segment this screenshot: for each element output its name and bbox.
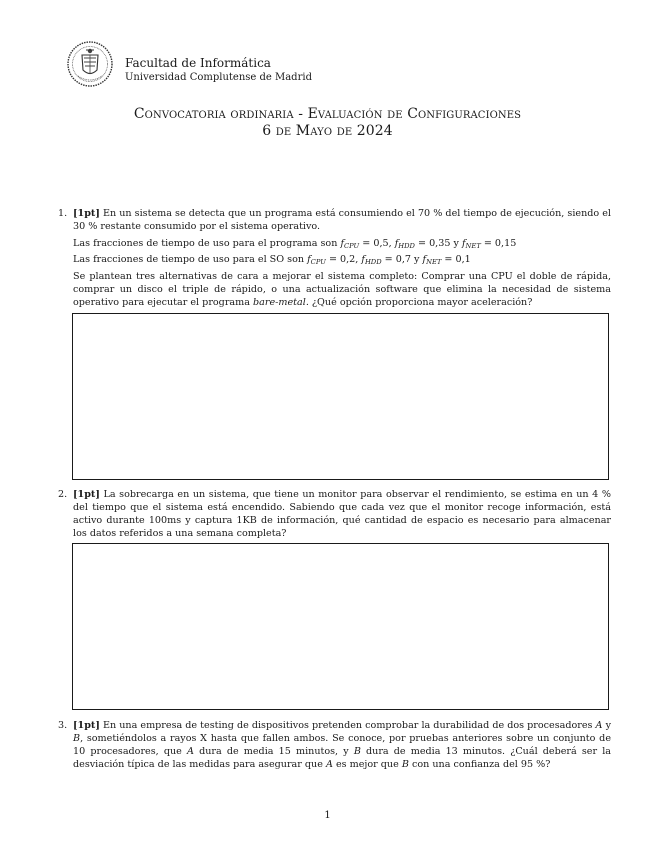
var-b: B: [353, 746, 361, 757]
value: = 0,35 y: [414, 237, 462, 249]
text: Las fracciones de tiempo de uso para el SO son: [73, 254, 305, 265]
var: f: [340, 237, 345, 249]
question-text: La sobrecarga en un sistema, que tiene un monitor para observar el rendimiento, se estima en un 4 % del tiempo que el sistema está encendido. Sabiendo que cada vez que el monitor recoge información, está activo durante 100ms y captura 1KB de información, qué cantidad de espacio es necesario para almacenar los datos referidos a una semana completa?: [73, 489, 611, 539]
text: con una confianza del 95 %?: [411, 759, 551, 770]
question-number: 1.: [58, 208, 68, 219]
var-a: A: [186, 746, 194, 757]
emphasis: bare-metal: [253, 296, 306, 308]
var: f: [394, 237, 399, 249]
var: f: [307, 254, 311, 265]
value: = 0,7 y: [381, 254, 423, 265]
value: = 0,15: [480, 237, 517, 249]
subscript: HDD: [398, 241, 415, 250]
question-text: En un sistema se detecta que un programa está consumiendo el 70 % del tiempo de ejecución, siendo el 30 % restante consumido por el sistema operativo.: [73, 208, 611, 232]
text: , sometiéndolos a rayos X hasta que fallen ambos. Se conoce, por pruebas anteriores sobre un conjunto de 10 procesadores, que: [73, 733, 611, 757]
question-paragraph: [73, 488, 611, 540]
subscript: CPU: [310, 258, 326, 266]
question-points: [1pt]: [73, 489, 100, 500]
university-crest-icon: [66, 40, 114, 88]
question-paragraph: [73, 253, 611, 266]
answer-box-1[interactable]: [72, 313, 609, 480]
var-a: A: [325, 759, 333, 770]
question-body: [73, 207, 611, 312]
subscript: NET: [465, 241, 481, 250]
subscript: HDD: [364, 258, 382, 266]
faculty-name: Facultad de Informática: [125, 56, 271, 70]
value: = 0,5,: [359, 237, 395, 249]
value: = 0,1: [441, 254, 471, 265]
value: = 0,2,: [325, 254, 362, 265]
text: dura de media 13 minutos. ¿Cuál deberá ser la desviación típica de las medidas para asegurar que: [73, 746, 611, 770]
var: f: [461, 237, 466, 249]
question-paragraph: [73, 237, 611, 250]
question-body: [73, 719, 611, 775]
question-paragraph: [73, 270, 611, 309]
question-number: 2.: [58, 489, 68, 500]
question-points: [1pt]: [73, 208, 100, 219]
text: En una empresa de testing de dispositivos pretenden comprobar la durabilidad de dos procesadores: [102, 720, 593, 731]
exam-title: Convocatoria ordinaria - Evaluación de Configuraciones: [133, 106, 522, 122]
text: dura de media 15 minutos, y: [199, 746, 349, 757]
answer-box-2[interactable]: [72, 543, 609, 710]
question-points: [1pt]: [73, 720, 100, 731]
question-body: [73, 488, 611, 544]
var-a: A: [595, 720, 603, 731]
text: Las fracciones de tiempo de uso para el programa son: [73, 237, 338, 249]
var-b: B: [73, 733, 81, 744]
var: f: [361, 254, 365, 265]
text: y: [605, 720, 611, 731]
page-number: 1: [324, 810, 331, 821]
text: es mejor que: [335, 759, 399, 770]
subscript: CPU: [344, 241, 360, 250]
text: Se plantean tres alternativas de cara a mejorar el sistema completo: Comprar una CPU el doble de rápida, comprar un disco el triple de rápido, o una actualización software que elimina la necesidad de sistema operativo para ejecutar el programa: [73, 270, 611, 308]
exam-date: 6 de Mayo de 2024: [262, 123, 393, 139]
university-name: Universidad Complutense de Madrid: [125, 72, 312, 83]
var: f: [422, 254, 427, 265]
question-paragraph: [73, 207, 611, 233]
question-paragraph: [73, 719, 611, 771]
text: . ¿Qué opción proporciona mayor aceleración?: [305, 296, 533, 308]
question-number: 3.: [58, 720, 68, 731]
var-b: B: [401, 759, 409, 770]
subscript: NET: [426, 258, 442, 266]
